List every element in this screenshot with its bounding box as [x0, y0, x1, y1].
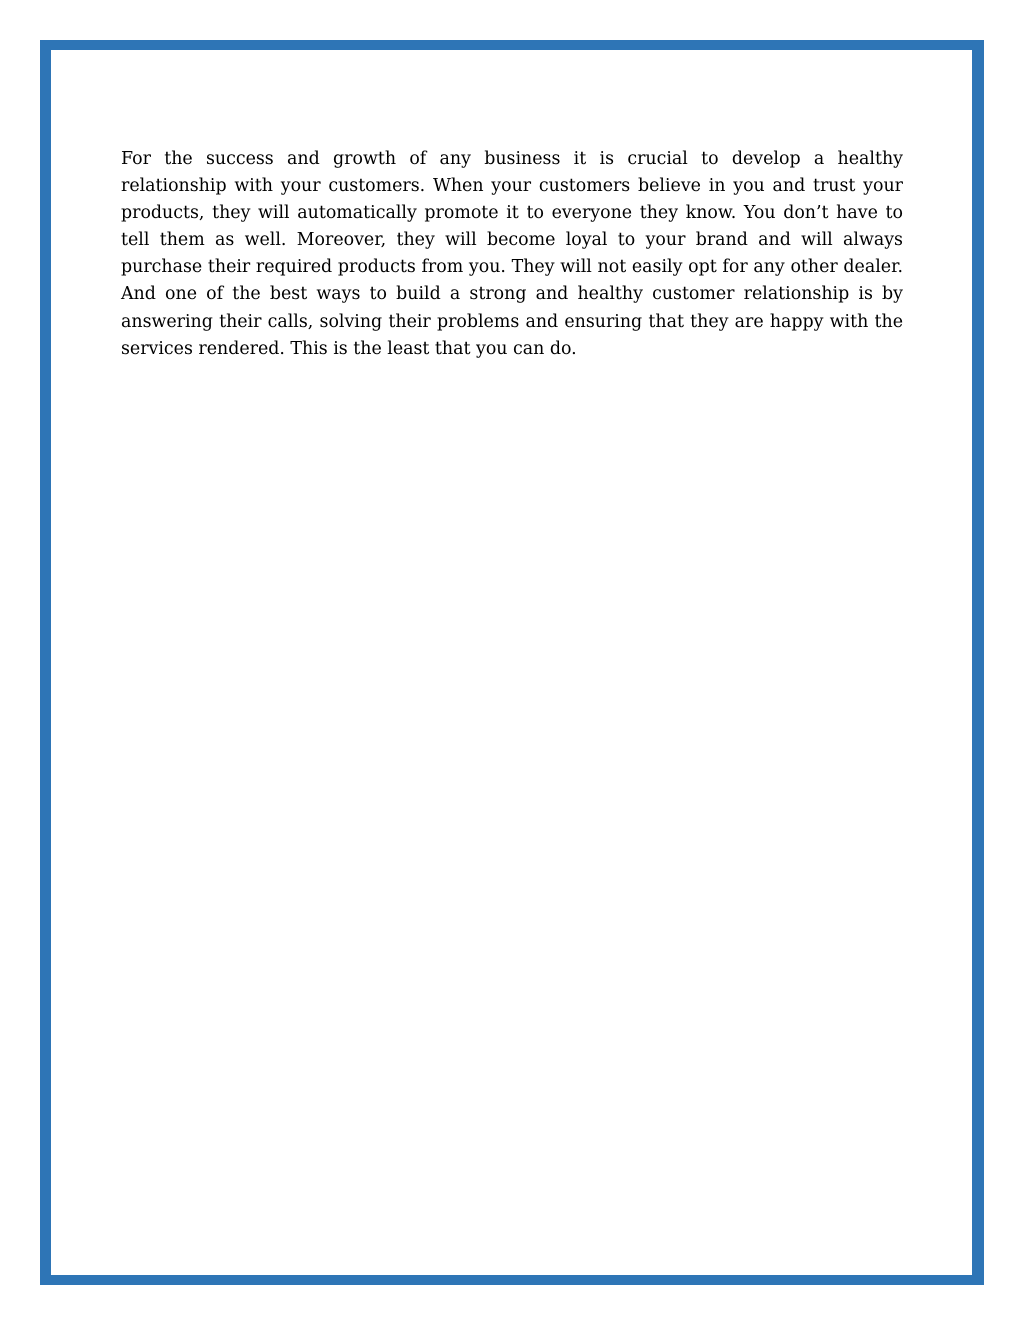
body-paragraph: For the success and growth of any business it is crucial to develop a healthy relationship with your customers. When your customers believe in you and trust your products, they will automatically promote it to everyone they know. You don’t have to tell them as well. Moreover, they will become loyal to your brand and will always purchase their required products from you. They will not easily opt for any other dealer. And one of the best ways to build a strong and healthy customer relationship is by answering their calls, solving their problems and ensuring that they are happy with the services rendered. This is the least that you can do. — [121, 149, 903, 359]
